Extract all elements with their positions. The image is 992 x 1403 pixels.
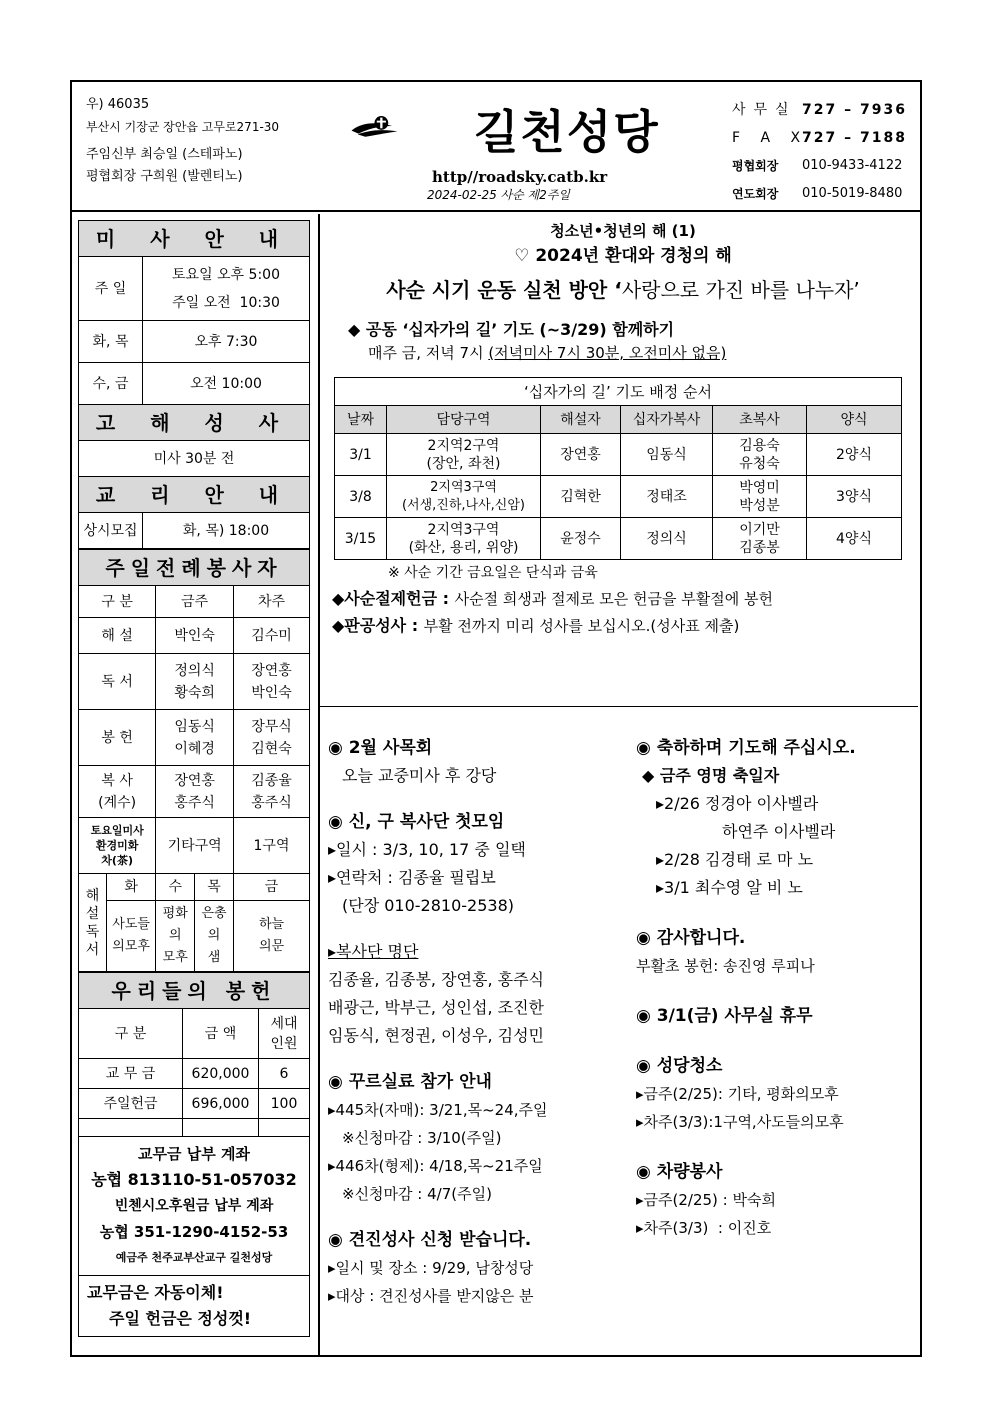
mass-sunday-label: 주 일 <box>79 257 143 321</box>
catechism-title: 교 리 안 내 <box>79 477 310 513</box>
council-head: 평협회장 구희원 (발렌티노) <box>86 169 243 184</box>
notice-text: ▸금주(2/25) : 박숙희 <box>636 1191 776 1209</box>
row-date: 3/15 <box>335 518 387 560</box>
notice-text: ▸대상 : 견진성사를 받지않은 분 <box>328 1287 534 1305</box>
liturgy-this: 장연홍 홍주식 <box>156 766 234 818</box>
notices-left <box>328 734 618 1310</box>
row-date: 3/1 <box>335 434 387 476</box>
contact-info <box>732 96 907 208</box>
way-of-cross-schedule <box>368 342 918 363</box>
weekday: 화 <box>107 874 156 901</box>
notice-title: ◉ 꾸르실료 참가 안내 <box>328 1072 492 1092</box>
offering-item: 주일헌금 <box>79 1089 183 1119</box>
offering-header: 구 분 <box>79 1009 183 1059</box>
liturgy-header: 금주 <box>156 586 234 618</box>
church-name: 길천성당 <box>474 105 660 159</box>
row-candle-bearers: 이기만 김종봉 <box>713 518 807 560</box>
row-candle-bearers: 김용숙 유청숙 <box>713 434 807 476</box>
offering-table <box>78 972 310 1337</box>
row-candle-bearers: 박영미 박성분 <box>713 476 807 518</box>
row-cross-bearer: 정의식 <box>621 518 713 560</box>
column-divider <box>318 214 320 1357</box>
notice-text: 부활초 봉헌: 송진영 루피나 <box>636 957 815 975</box>
liturgy-next: 김수미 <box>234 618 310 654</box>
liturgy-next: 김종율 홍주식 <box>234 766 310 818</box>
confession-text: 미사 30분 전 <box>79 441 310 477</box>
notice-text: ▸금주(2/25): 기타, 평화의모후 <box>636 1085 839 1103</box>
liturgy-header: 차주 <box>234 586 310 618</box>
row-form: 4양식 <box>807 518 902 560</box>
liturgy-title: 주일전례봉사자 <box>79 550 310 586</box>
council-phone: 010-9433-4122 <box>802 158 903 173</box>
liturgy-table <box>78 549 310 972</box>
church-url[interactable]: http//roadsky.catb.kr <box>432 168 608 186</box>
weekday-group: 은총의 샘 <box>195 901 234 972</box>
row-date: 3/8 <box>335 476 387 518</box>
theme-line-1: 청소년•청년의 해 (1) <box>550 222 696 240</box>
row-area: 2지역3구역 (서생,진하,나사,신암) <box>387 476 541 518</box>
notice-text: ▸차주(3/3) : 이진호 <box>636 1219 772 1237</box>
weekday-group: 평화의 모후 <box>156 901 195 972</box>
notice-text: ▸복사단 명단 <box>328 942 419 961</box>
easter-confession-text: 부활 전까지 미리 성사를 보십시오.(성사표 제출) <box>423 617 740 635</box>
notice-title: ◉ 신, 구 복사단 첫모임 <box>328 812 505 832</box>
row-area: 2지역3구역 (화산, 용리, 위양) <box>387 518 541 560</box>
table-row <box>335 518 902 560</box>
sidebar <box>78 220 310 1337</box>
table-caption: ‘십자가의 길’ 기도 배정 순서 <box>335 378 902 406</box>
bulletin-header <box>72 82 920 212</box>
row-cross-bearer: 정태조 <box>621 476 713 518</box>
notice-text: 배광근, 박부근, 성인섭, 조진한 <box>328 998 544 1017</box>
lent-offering-text: 사순절 희생과 절제로 모은 헌금을 부활절에 봉헌 <box>454 590 774 608</box>
offering-item: 교 무 금 <box>79 1059 183 1089</box>
mass-sunday-time-2: 주일 오전 10:30 <box>172 294 280 311</box>
offering-header: 금 액 <box>183 1009 259 1059</box>
row-narrator: 김혁한 <box>541 476 621 518</box>
row-area: 2지역2구역 (장안, 좌천) <box>387 434 541 476</box>
account-number-1: 농협 813110-51-057032 <box>91 1170 297 1189</box>
account-number-2: 농협 351-1290-4152-53 <box>99 1223 289 1241</box>
lent-title-normal: 사랑으로 가진 바를 나누자’ <box>621 278 860 302</box>
issue-date: 2024-02-25 사순 제2주일 <box>427 188 570 202</box>
liturgy-role: 봉 헌 <box>79 710 156 766</box>
row-narrator: 장연홍 <box>541 434 621 476</box>
offering-amount: 696,000 <box>183 1089 259 1119</box>
theme-line-2: ♡ 2024년 환대와 경청의 해 <box>514 246 732 266</box>
liturgy-this: 기타구역 <box>156 818 234 874</box>
mass-time: 오후 7:30 <box>143 321 310 363</box>
weekday-group: 하늘 의문 <box>234 901 310 972</box>
office-phone: 727 – 7936 <box>802 102 907 118</box>
weekday-group: 사도들 의모후 <box>107 901 156 972</box>
way-of-cross-table <box>334 377 902 560</box>
notice-text: ▸2/26 정경아 이사벨라 <box>656 794 819 813</box>
main-content <box>328 220 918 636</box>
lent-title-bold: 사순 시기 운동 실천 방안 ‘ <box>386 278 622 302</box>
easter-confession-label: ◆판공성사 : <box>332 616 424 635</box>
yeondo-label: 연도회장 <box>732 187 779 201</box>
confession-title: 고 해 성 사 <box>79 405 310 441</box>
easter-confession <box>332 613 918 636</box>
liturgy-next: 장연홍 박인숙 <box>234 654 310 710</box>
notice-title: ◉ 견진성사 신청 받습니다. <box>328 1230 532 1250</box>
liturgy-header: 구 분 <box>79 586 156 618</box>
postal-code: 우) 46035 <box>86 97 150 112</box>
notice-title: ◉ 차량봉사 <box>636 1162 723 1182</box>
notice-subtitle: ◆ 금주 영명 축일자 <box>642 766 780 785</box>
notice-text: ▸연락처 : 김종율 필립보 <box>328 868 496 887</box>
table-header: 날짜 <box>335 406 387 434</box>
mass-title: 미 사 안 내 <box>79 221 310 257</box>
account-holder: 예금주 천주교부산교구 길천성당 <box>115 1251 273 1264</box>
liturgy-this: 정의식 황숙희 <box>156 654 234 710</box>
mass-sunday-time-1: 토요일 오후 5:00 <box>172 266 280 283</box>
notice-text: ※신청마감 : 3/10(주일) <box>342 1129 502 1147</box>
notice-title: ◉ 감사합니다. <box>636 928 746 948</box>
schedule-text: 매주 금, 저녁 7시 <box>368 344 489 362</box>
mass-day: 수, 금 <box>79 363 143 405</box>
liturgy-this: 임동식 이혜경 <box>156 710 234 766</box>
notice-text: ▸2/28 김경태 로 마 노 <box>656 850 814 869</box>
table-header: 양식 <box>807 406 902 434</box>
notice-text: 임동식, 현정권, 이성우, 김성민 <box>328 1026 544 1045</box>
liturgy-this: 박인숙 <box>156 618 234 654</box>
fast-note: ※ 사순 기간 금요일은 단식과 금육 <box>388 565 598 581</box>
offering-title: 우리들의 봉헌 <box>79 973 310 1009</box>
table-row <box>335 476 902 518</box>
mass-table <box>78 220 310 549</box>
slogan-line-2: 주일 헌금은 정성껏! <box>109 1309 252 1328</box>
account-title-2: 빈첸시오후원금 납부 계좌 <box>114 1198 274 1214</box>
weekday: 목 <box>195 874 234 901</box>
notice-text: ▸3/1 최수영 알 비 노 <box>656 878 803 897</box>
row-cross-bearer: 임동식 <box>621 434 713 476</box>
lent-title <box>328 274 918 303</box>
liturgy-role: 독 서 <box>79 654 156 710</box>
mass-time: 오전 10:00 <box>143 363 310 405</box>
notice-text: ▸445차(자매): 3/21,목~24,주일 <box>328 1101 548 1119</box>
yeondo-phone: 010-5019-8480 <box>802 186 903 201</box>
notice-text: ▸446차(형제): 4/18,목~21주일 <box>328 1157 543 1175</box>
offering-count: 100 <box>259 1089 310 1119</box>
fax-label: F A X <box>732 130 809 146</box>
notice-title: ◉ 2월 사목회 <box>328 738 433 758</box>
notice-title: ◉ 3/1(금) 사무실 휴무 <box>636 1006 813 1026</box>
notice-text: ▸차주(3/3):1구역,사도들의모후 <box>636 1113 844 1131</box>
liturgy-next: 장무식 김현숙 <box>234 710 310 766</box>
notice-text: 하연주 이사벨라 <box>722 822 836 841</box>
schedule-note: (저녁미사 7시 30분, 오전미사 없음) <box>488 344 727 362</box>
liturgy-role: 해 설 <box>79 618 156 654</box>
notice-text: ※신청마감 : 4/7(주일) <box>342 1185 492 1203</box>
way-of-cross-bullet: ◆ 공동 ‘십자가의 길’ 기도 (~3/29) 함께하기 <box>348 320 675 339</box>
fax-phone: 727 – 7188 <box>802 130 907 146</box>
notice-title: ◉ 성당청소 <box>636 1056 723 1076</box>
notice-text: (단장 010-2810-2538) <box>342 896 515 915</box>
weekday: 금 <box>234 874 310 901</box>
table-row <box>335 434 902 476</box>
table-header: 담당구역 <box>387 406 541 434</box>
address: 부산시 기장군 장안읍 고무로271-30 <box>86 120 280 134</box>
offering-header: 세대 인원 <box>259 1009 310 1059</box>
liturgy-role: 복 사 (계수) <box>79 766 156 818</box>
lent-offering <box>332 586 918 609</box>
row-form: 3양식 <box>807 476 902 518</box>
account-title-1: 교무금 납부 계좌 <box>138 1145 250 1163</box>
pastor: 주임신부 최승일 (스테파노) <box>86 147 243 162</box>
notice-text: 김종율, 김종봉, 장연홍, 홍주식 <box>328 970 544 989</box>
notices-right <box>636 734 918 1242</box>
weekday-label: 해 설 독 서 <box>79 874 107 972</box>
notice-text: 오늘 교중미사 후 강당 <box>342 766 497 785</box>
bulletin-frame <box>70 80 922 1357</box>
header-left <box>86 94 279 188</box>
weekday: 수 <box>156 874 195 901</box>
table-header: 십자가복사 <box>621 406 713 434</box>
office-label: 사무실 <box>732 102 797 118</box>
mass-day: 화, 목 <box>79 321 143 363</box>
notice-title: ◉ 축하하며 기도해 주십시오. <box>636 738 856 758</box>
slogan-line-1: 교무금은 자동이체! <box>87 1283 224 1302</box>
table-header: 해설자 <box>541 406 621 434</box>
church-logo-icon <box>350 96 480 156</box>
section-divider <box>320 706 918 707</box>
offering-count: 6 <box>259 1059 310 1089</box>
lent-offering-label: ◆사순절제헌금 : <box>332 589 455 608</box>
liturgy-role: 토요일미사 환경미화 차(茶) <box>79 818 156 874</box>
table-header: 초복사 <box>713 406 807 434</box>
row-narrator: 윤정수 <box>541 518 621 560</box>
council-label: 평협회장 <box>732 159 779 173</box>
catechism-label: 상시모집 <box>79 513 143 549</box>
offering-amount: 620,000 <box>183 1059 259 1089</box>
notice-text: ▸일시 : 3/3, 10, 17 중 일택 <box>328 840 526 859</box>
row-form: 2양식 <box>807 434 902 476</box>
notice-text: ▸일시 및 장소 : 9/29, 남창성당 <box>328 1259 534 1277</box>
liturgy-next: 1구역 <box>234 818 310 874</box>
catechism-text: 화, 목) 18:00 <box>143 513 310 549</box>
